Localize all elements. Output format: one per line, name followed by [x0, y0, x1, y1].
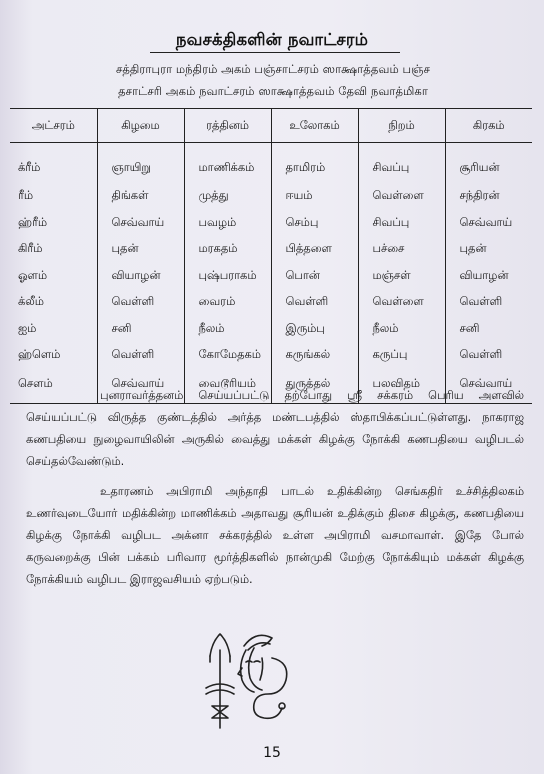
table-row — [10, 316, 532, 343]
table-cell: ஹ்ளெம் — [10, 342, 97, 369]
table-cell: புதன் — [445, 236, 532, 263]
column-header: ரத்தினம் — [184, 109, 271, 143]
table-cell: செவ்வாய் — [97, 210, 184, 237]
table-cell: மாணிக்கம் — [184, 143, 271, 184]
table-row — [10, 263, 532, 290]
table-cell: க்லீம் — [10, 289, 97, 316]
table-cell: ஓளம் — [10, 263, 97, 290]
table-cell: கோமேதகம் — [184, 342, 271, 369]
table-cell: சந்திரன் — [445, 183, 532, 210]
table-cell: வியாழன் — [97, 263, 184, 290]
table-cell: வெள்ளி — [445, 342, 532, 369]
paragraph-2: உதாரணம் அபிராமி அந்தாதி பாடல் உதிக்கின்ற செங்கதிர் உச்சித்திலகம் உணர்வுடையோர் மதிக்கின்ற மாணிக்கம் அதாவது சூரியன் உதிக்கும் திசை கிழக்கு, கணபதியை கிழக்கு நோக்கி வழிபட அக்னா சக்கரத்தில் உள்ள அபிராமி வசமாவாள். இதே போல் கருவறைக்கு பின் பக்கம் பரிவார மூர்த்திகளில் நான்முகி மேற்கு நோக்கியும் மக்கள் கிழக்கு நோக்கியம் வழிபட இராஜவசியம் ஏற்படும். — [26, 484, 524, 586]
table-cell: கருங்கல் — [271, 342, 358, 369]
table-header-row — [10, 109, 532, 143]
table-cell: துருத்தல் — [271, 369, 358, 404]
table-cell: செவ்வாய் — [97, 369, 184, 404]
table-cell: ஈயம் — [271, 183, 358, 210]
navaksharam-table — [10, 108, 532, 404]
table-cell: வெள்ளி — [271, 289, 358, 316]
table-cell: பலவிதம் — [358, 369, 445, 404]
paragraph-1: புனராவர்த்தனம் செய்யப்பட்டு தற்போது ஶ்ரீ சக்கரம் பெரிய அளவில் செய்யப்பட்டு விருத்த குண்டத்தில் அர்த்த மண்டபத்தில் ஸ்தாபிக்கப்பட்டுள்ளது. நாகராஜ கணபதியை நுழைவாயிலின் அருகில் வைத்து மக்கள் கிழக்கு நோக்கி கணபதியை வழிபடல் செய்தல்வேண்டும். — [26, 388, 524, 468]
column-header: கிரகம் — [445, 109, 532, 143]
table-cell: பச்சை — [358, 236, 445, 263]
table-cell: கிரீம் — [10, 236, 97, 263]
table-cell: சிவப்பு — [358, 143, 445, 184]
table-cell: இரும்பு — [271, 316, 358, 343]
table-cell: வைரம் — [184, 289, 271, 316]
table-row — [10, 342, 532, 369]
column-header: நிறம் — [358, 109, 445, 143]
table-cell: பவழம் — [184, 210, 271, 237]
table-cell: மரகதம் — [184, 236, 271, 263]
table-cell: சூரியன் — [445, 143, 532, 184]
table-row — [10, 143, 532, 184]
table-cell: முத்து — [184, 183, 271, 210]
table-cell: வெள்ளி — [445, 289, 532, 316]
subtitle — [18, 58, 528, 102]
table-cell: வெள்ளை — [358, 289, 445, 316]
table-cell: வைடூரியம் — [184, 369, 271, 404]
column-header: உலோகம் — [271, 109, 358, 143]
table-cell: திங்கள் — [97, 183, 184, 210]
subtitle-line-1: சத்திராபுரா மந்திரம் அகம் பஞ்சாட்சரம் ஸாக்ஷாத்தவம் பஞ்ச — [115, 62, 431, 76]
table-cell: கருப்பு — [358, 342, 445, 369]
table-cell: செம்பு — [271, 210, 358, 237]
page-title: நவசக்திகளின் நவாட்சரம் — [175, 30, 369, 49]
table-row — [10, 183, 532, 210]
page-number: 15 — [263, 745, 281, 761]
table-cell: சௌம் — [10, 369, 97, 404]
table-cell: ஐம் — [10, 316, 97, 343]
table-cell: வெள்ளை — [358, 183, 445, 210]
column-header: அட்சரம் — [10, 109, 97, 143]
table-cell: மஞ்சள் — [358, 263, 445, 290]
table-cell: சிவப்பு — [358, 210, 445, 237]
column-header: கிழமை — [97, 109, 184, 143]
title-underline — [150, 52, 400, 53]
table-cell: ஹ்ரீம் — [10, 210, 97, 237]
table-row — [10, 289, 532, 316]
table-cell: நீலம் — [184, 316, 271, 343]
table-cell: செவ்வாய் — [445, 369, 532, 404]
table-cell: ஞாயிறு — [97, 143, 184, 184]
table-cell: செவ்வாய் — [445, 210, 532, 237]
table-row — [10, 236, 532, 263]
shiva-trident-emblem-icon — [198, 628, 308, 738]
table-cell: ரீம் — [10, 183, 97, 210]
body-text — [26, 384, 524, 598]
subtitle-line-2: தசாட்சரி அகம் நவாட்சரம் ஸாக்ஷாத்தவம் தேவி நவாத்மிகா — [118, 84, 428, 98]
table-cell: சனி — [97, 316, 184, 343]
table-cell: வியாழன் — [445, 263, 532, 290]
table-cell: புஷ்பராகம் — [184, 263, 271, 290]
table-cell: பித்தளை — [271, 236, 358, 263]
table-cell: க்ரீம் — [10, 143, 97, 184]
table-cell: தாமிரம் — [271, 143, 358, 184]
table-cell: சனி — [445, 316, 532, 343]
table-row — [10, 210, 532, 237]
table-cell: வெள்ளி — [97, 342, 184, 369]
table-cell: நீலம் — [358, 316, 445, 343]
table-cell: வெள்ளி — [97, 289, 184, 316]
table-cell: புதன் — [97, 236, 184, 263]
table-cell: பொன் — [271, 263, 358, 290]
